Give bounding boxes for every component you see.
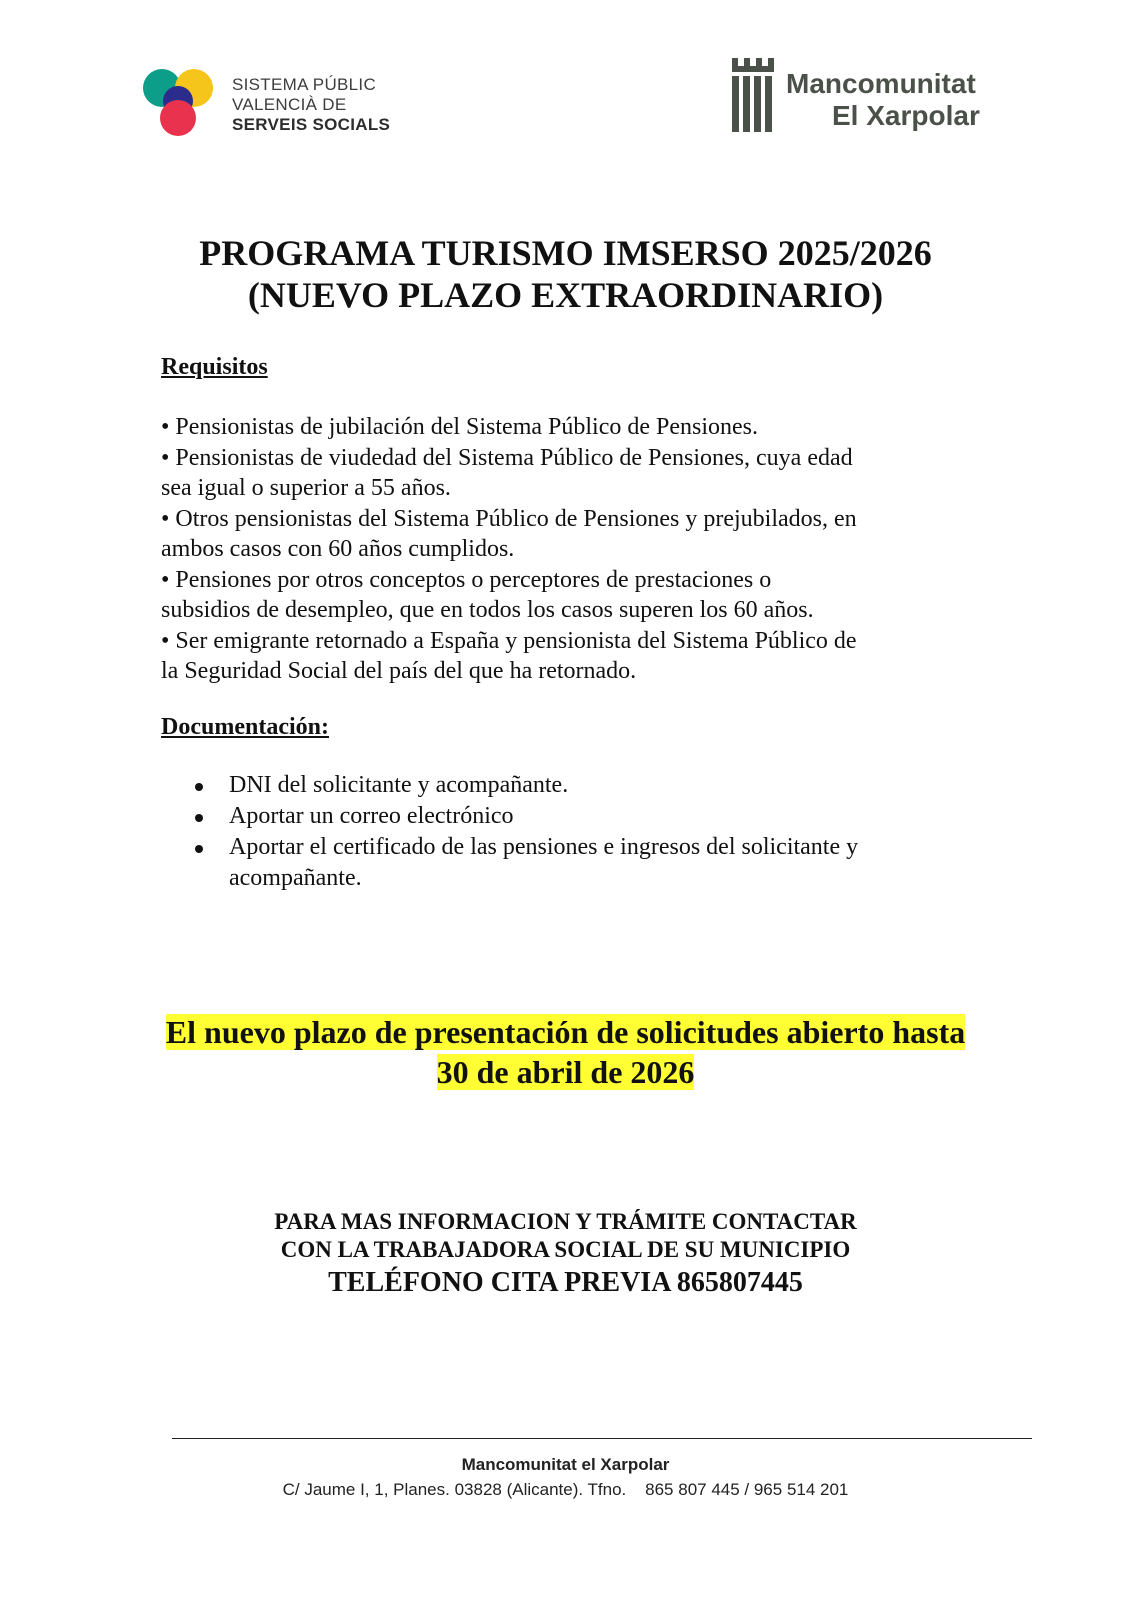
documentacion-heading: Documentación: [161,714,329,740]
castle-tower-emblem-icon [730,56,780,136]
documentacion-list [161,770,961,894]
logo-text-line: VALENCIÀ DE [232,95,347,114]
requisito-line: la Seguridad Social del país del que ha retornado. [161,658,637,684]
requisito-line: ambos casos con 60 años cumplidos. [161,536,515,562]
list-item-text: Aportar el certificado de las pensiones e ingresos del solicitante y [229,834,859,860]
mancomunitat-logo-text [786,68,980,132]
list-item-text: acompañante. [229,865,362,891]
list-item [161,770,961,801]
requisito-line: subsidios de desempleo, que en todos los casos superen los 60 años. [161,597,814,623]
requisito-line: • Pensionistas de jubilación del Sistema Público de Pensiones. [161,414,759,440]
list-item-text: Aportar un correo electrónico [229,803,514,829]
footer [0,1452,1131,1502]
requisito-line: sea igual o superior a 55 años. [161,475,451,501]
requisitos-list [161,412,961,687]
bullet-icon [195,845,203,853]
footer-address: C/ Jaume I, 1, Planes. 03828 (Alicante). Tfno. 865 807 445 / 965 514 201 [282,1480,849,1499]
page-title [0,232,1131,316]
contact-phone: TELÉFONO CITA PREVIA 865807445 [328,1267,803,1298]
serveis-socials-logo-text [232,75,390,135]
serveis-socials-logo [140,68,400,140]
list-item [161,832,961,894]
requisito-line: • Pensiones por otros conceptos o perceptores de prestaciones o [161,566,772,593]
requisito-line: • Otros pensionistas del Sistema Público de Pensiones y prejubilados, en [161,505,857,532]
contact-line: CON LA TRABAJADORA SOCIAL DE SU MUNICIPIO [280,1237,851,1262]
mancomunitat-logo [730,56,980,140]
bullet-icon [195,783,203,791]
logo-text-line: El Xarpolar [832,100,980,131]
requisito-line: • Ser emigrante retornado a España y pensionista del Sistema Público de [161,627,857,654]
deadline-line: El nuevo plazo de presentación de solicitudes abierto hasta [165,1014,966,1050]
list-item [161,801,961,832]
requisitos-heading: Requisitos [161,354,268,380]
footer-divider [172,1438,1032,1439]
colored-circles-logo-icon [140,68,216,140]
subtitle-line: (NUEVO PLAZO EXTRAORDINARIO) [247,275,884,315]
logo-text-line: SISTEMA PÚBLIC [232,75,377,94]
title-line: PROGRAMA TURISMO IMSERSO 2025/2026 [199,233,932,273]
contact-info [0,1208,1131,1300]
logo-text-line: SERVEIS SOCIALS [232,115,391,134]
logo-text-line: Mancomunitat [786,68,976,99]
deadline-date: 30 de abril de 2026 [436,1054,695,1090]
list-item-text: DNI del solicitante y acompañante. [229,772,569,798]
deadline-notice [0,1012,1131,1092]
requisito-line: • Pensionistas de viudedad del Sistema Público de Pensiones, cuya edad [161,444,853,471]
bullet-icon [195,814,203,822]
contact-line: PARA MAS INFORMACION Y TRÁMITE CONTACTAR [274,1209,857,1234]
footer-organization: Mancomunitat el Xarpolar [461,1455,670,1474]
